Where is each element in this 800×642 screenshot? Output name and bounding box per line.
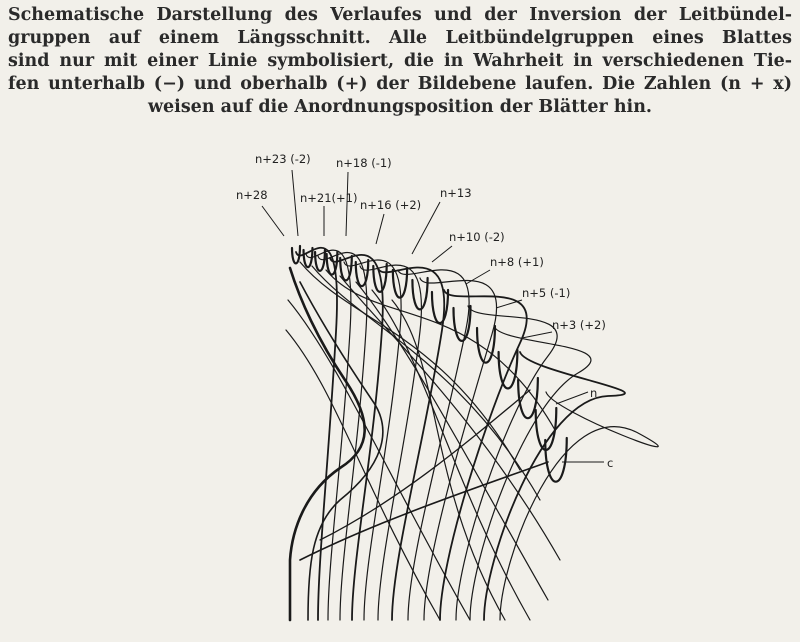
crossing-strand-8 [288, 300, 470, 620]
leaf-trace-hook-11 [454, 306, 471, 341]
caption-line-1: Schematische Darstellung des Verlaufes und der Inversion der Leitbündel- [8, 5, 792, 25]
label-n16: n+16 (+2) [360, 198, 422, 212]
leaf-trace-hook-1 [292, 246, 300, 263]
caption-line-2: gruppen auf einem Längsschnitt. Alle Leitbündelgruppen eines Blattes [8, 28, 792, 48]
leader-11 [556, 392, 588, 404]
label-n: n [590, 386, 598, 400]
label-n3: n+3 (+2) [552, 318, 606, 332]
label-c: c [607, 456, 614, 470]
caption-line-5: weisen auf die Anordnungsposition der Blätter hin. [147, 97, 653, 117]
leader-7 [432, 246, 452, 262]
leader-9 [496, 300, 522, 308]
strand-12 [470, 326, 591, 620]
strand-14 [500, 392, 658, 620]
bundle-strands [286, 246, 658, 620]
label-n10: n+10 (-2) [449, 230, 505, 244]
leader-2 [292, 170, 298, 236]
strand-8 [398, 270, 469, 620]
label-leaders [262, 170, 604, 462]
caption-line-4: fen unterhalb (−) und oberhalb (+) der Bildebene laufen. Die Zahlen (n + x) [8, 74, 792, 94]
leader-5 [376, 214, 384, 244]
leader-10 [522, 332, 552, 338]
label-n28: n+28 [236, 188, 268, 202]
label-n5: n+5 (-1) [522, 286, 571, 300]
label-n23: n+23 (-2) [255, 152, 311, 166]
leader-1 [262, 206, 284, 236]
leaf-trace-hook-10 [432, 290, 448, 323]
label-n18: n+18 (-1) [336, 156, 392, 170]
caption-line-3: sind nur mit einer Linie symbolisiert, die in Wahrheit in verschiedenen Tie- [8, 51, 792, 71]
label-n13: n+13 [440, 186, 472, 200]
strand-10 [440, 290, 527, 620]
label-n8: n+8 (+1) [490, 255, 544, 269]
outer-contour-left [290, 268, 365, 620]
label-n21: n+21(+1) [300, 191, 358, 205]
